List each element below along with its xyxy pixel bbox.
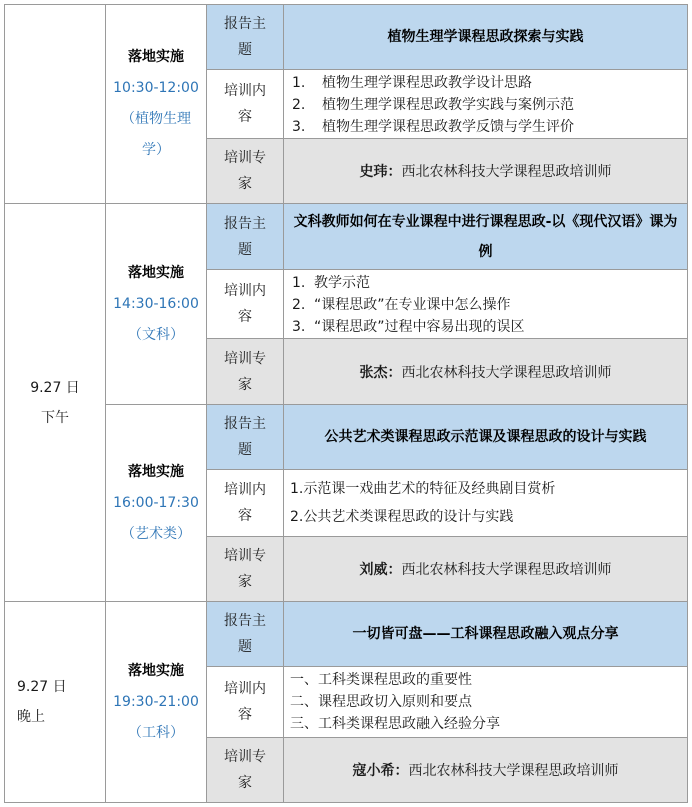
session-subject: （工科） bbox=[128, 724, 184, 741]
trainer-name: 张杰： bbox=[359, 364, 402, 381]
content-item-text: “课程思政”在专业课中怎么操作 bbox=[314, 297, 511, 313]
content-item-text: 植物生理学课程思政教学设计思路 bbox=[322, 75, 532, 91]
content-item-text: 2.公共艺术类课程思政的设计与实践 bbox=[290, 509, 514, 525]
content-item-text: 植物生理学课程思政教学反馈与学生评价 bbox=[322, 119, 574, 135]
session-cell bbox=[105, 203, 207, 405]
content-item bbox=[292, 294, 687, 316]
trainer-title: 西北农林科技大学课程思政培训师 bbox=[401, 164, 612, 180]
trainer-label: 培训专家 bbox=[224, 548, 266, 590]
session-title: 落地实施 bbox=[128, 264, 184, 281]
session-time: 10:30-12:00 bbox=[113, 80, 199, 96]
topic-cell bbox=[283, 404, 688, 470]
trainer-label-cell bbox=[206, 138, 284, 204]
content-item bbox=[292, 272, 687, 294]
content-item-text: 三、工科类课程思政融入经验分享 bbox=[290, 716, 500, 732]
content-label-cell bbox=[206, 269, 284, 339]
trainer-title: 西北农林科技大学课程思政培训师 bbox=[401, 562, 612, 578]
content-item-number: 3. bbox=[292, 119, 306, 135]
content-item-text: 教学示范 bbox=[314, 275, 370, 291]
trainer-label-cell bbox=[206, 737, 284, 803]
session-cell bbox=[105, 601, 207, 803]
content-label-cell bbox=[206, 666, 284, 738]
content-item bbox=[292, 116, 687, 138]
session-title: 落地实施 bbox=[128, 463, 184, 480]
content-item bbox=[290, 691, 687, 713]
trainer-label-cell bbox=[206, 536, 284, 602]
day-period: 下午 bbox=[41, 409, 69, 426]
topic-label-cell bbox=[206, 203, 284, 270]
content-label: 培训内容 bbox=[224, 83, 266, 125]
content-item bbox=[292, 316, 687, 338]
content-item-number: 2. bbox=[292, 97, 306, 113]
content-cell bbox=[283, 469, 688, 537]
trainer-name: 寇小希： bbox=[352, 763, 409, 779]
trainer-label: 培训专家 bbox=[224, 350, 266, 393]
content-label: 培训内容 bbox=[224, 482, 266, 524]
content-cell bbox=[283, 269, 688, 339]
content-item bbox=[290, 669, 687, 691]
trainer-label-cell bbox=[206, 338, 284, 405]
session-cell bbox=[105, 4, 207, 204]
topic-label: 报告主题 bbox=[224, 416, 266, 458]
content-item bbox=[290, 713, 687, 735]
content-label: 培训内容 bbox=[224, 681, 266, 723]
topic-cell bbox=[283, 203, 688, 270]
topic-label: 报告主题 bbox=[224, 215, 266, 258]
session-time: 19:30-21:00 bbox=[113, 693, 199, 710]
trainer-cell bbox=[283, 737, 688, 803]
topic-label: 报告主题 bbox=[224, 613, 266, 655]
topic-cell bbox=[283, 4, 688, 70]
trainer-title: 西北农林科技大学课程思政培训师 bbox=[408, 763, 619, 779]
day-cell-morning bbox=[4, 4, 106, 204]
content-label-cell bbox=[206, 469, 284, 537]
trainer-cell bbox=[283, 338, 688, 405]
trainer-cell bbox=[283, 138, 688, 204]
topic-label: 报告主题 bbox=[224, 16, 266, 58]
content-item-number: 3. bbox=[292, 319, 306, 335]
day-date: 9.27 日 bbox=[30, 379, 80, 396]
trainer-cell bbox=[283, 536, 688, 602]
content-label: 培训内容 bbox=[224, 283, 266, 325]
content-item-number: 2. bbox=[292, 297, 306, 313]
session-title: 落地实施 bbox=[128, 662, 184, 679]
topic-label-cell bbox=[206, 4, 284, 70]
session-subject: （植物生理学） bbox=[121, 111, 191, 158]
session-subject: （艺术类） bbox=[121, 525, 191, 542]
content-item bbox=[292, 94, 687, 116]
session-time: 14:30-16:00 bbox=[113, 295, 199, 312]
content-item-text: 1.示范课一戏曲艺术的特征及经典剧目赏析 bbox=[290, 481, 556, 497]
content-item-text: 一、工科类课程思政的重要性 bbox=[290, 672, 472, 688]
content-cell bbox=[283, 666, 688, 738]
content-item-number: 1. bbox=[292, 75, 306, 91]
day-date: 9.27 日 bbox=[17, 679, 67, 695]
trainer-name: 刘威： bbox=[359, 562, 402, 578]
content-item bbox=[290, 506, 687, 528]
topic-text: 植物生理学课程思政探索与实践 bbox=[387, 29, 584, 45]
topic-label-cell bbox=[206, 601, 284, 667]
day-cell-afternoon bbox=[4, 203, 106, 602]
content-item-text: 二、课程思政切入原则和要点 bbox=[290, 694, 472, 710]
session-title: 落地实施 bbox=[128, 49, 184, 65]
session-subject: （文科） bbox=[128, 326, 184, 343]
topic-text: 一切皆可盘——工科课程思政融入观点分享 bbox=[352, 626, 619, 642]
trainer-title: 西北农林科技大学课程思政培训师 bbox=[401, 364, 612, 381]
trainer-name: 史玮： bbox=[359, 164, 402, 180]
content-label-cell bbox=[206, 69, 284, 139]
session-cell bbox=[105, 404, 207, 602]
content-item-number: 1. bbox=[292, 275, 306, 291]
topic-cell bbox=[283, 601, 688, 667]
topic-text: 文科教师如何在专业课程中进行课程思政-以《现代汉语》课为例 bbox=[293, 213, 678, 260]
content-item-text: “课程思政”过程中容易出现的误区 bbox=[314, 319, 525, 335]
topic-label-cell bbox=[206, 404, 284, 470]
content-item bbox=[292, 72, 687, 94]
session-time: 16:00-17:30 bbox=[113, 494, 199, 511]
topic-text: 公共艺术类课程思政示范课及课程思政的设计与实践 bbox=[324, 429, 647, 445]
day-cell-evening bbox=[4, 601, 106, 803]
content-item bbox=[290, 478, 687, 500]
trainer-label: 培训专家 bbox=[224, 749, 266, 791]
day-period: 晚上 bbox=[17, 709, 45, 725]
content-item-text: 植物生理学课程思政教学实践与案例示范 bbox=[322, 97, 574, 113]
content-cell bbox=[283, 69, 688, 139]
trainer-label: 培训专家 bbox=[224, 150, 266, 192]
